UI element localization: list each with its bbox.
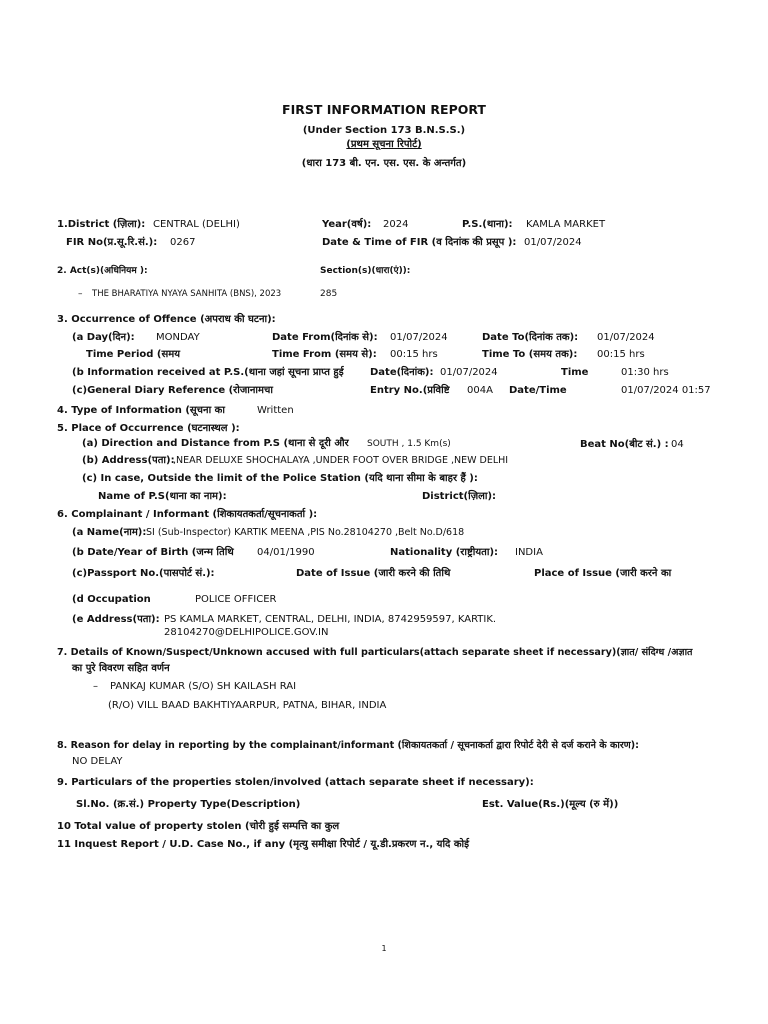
complainant-name-label: (a Name(नाम): <box>72 527 147 538</box>
address-label: (b) Address(पता): <box>82 455 175 466</box>
acts-label: 2. Act(s)(अधिनियम ): <box>57 266 148 276</box>
year-value: 2024 <box>383 219 409 230</box>
section-value: 285 <box>320 289 338 299</box>
info-received-label: (b Information received at P.S.(थाना जहां सूचना प्राप्त हुई <box>72 367 344 378</box>
properties-heading: 9. Particulars of the properties stolen/involved (attach separate sheet if necessary): <box>57 777 534 788</box>
act-value: THE BHARATIYA NYAYA SANHITA (BNS), 2023 <box>92 289 282 299</box>
complainant-name-value: SI (Sub-Inspector) KARTIK MEENA ,PIS No.28104270 ,Belt No.D/618 <box>146 527 465 538</box>
district-value: CENTRAL (DELHI) <box>153 219 240 230</box>
entry-no-value: 004A <box>467 385 493 396</box>
occupation-label: (d Occupation <box>72 594 151 605</box>
complainant-address-label: (e Address(पता): <box>72 614 160 625</box>
direction-value: SOUTH , 1.5 Km(s) <box>367 439 451 449</box>
info-date-label: Date(दिनांक): <box>370 367 434 378</box>
accused-heading: 7. Details of Known/Suspect/Unknown accused with full particulars(attach separate sheet if necessary)(ज्ञात/ संदिग्ध /अज्ञात <box>57 647 693 658</box>
report-title: FIRST INFORMATION REPORT <box>282 102 486 117</box>
report-hindi-subtitle: (धारा 173 बी. एन. एस. एस. के अन्तर्गत) <box>301 158 467 169</box>
ps-value: KAMLA MARKET <box>526 219 606 230</box>
date-from-value: 01/07/2024 <box>390 332 448 343</box>
nationality-label: Nationality (राष्ट्रीयता): <box>390 547 499 558</box>
complainant-heading: 6. Complainant / Informant (शिकायतकर्ता/सूचनाकर्ता ): <box>57 509 318 520</box>
delay-reason-heading: 8. Reason for delay in reporting by the complainant/informant (शिकायतकर्ता / सूचनाकर्ता द्वारा रिपोर्ट देरी से दर्ज कराने के कारण): <box>57 740 639 751</box>
property-columns: Sl.No. (क्र.सं.) Property Type(Description) <box>76 799 301 810</box>
complainant-address-line2: 28104270@DELHIPOLICE.GOV.IN <box>164 627 329 638</box>
entry-no-label: Entry No.(प्रविष्टि <box>370 385 450 396</box>
time-to-value: 00:15 hrs <box>597 349 645 360</box>
info-type-value: Written <box>257 405 294 416</box>
report-hindi-title: (प्रथम सूचना रिपोर्ट) <box>346 139 422 150</box>
info-time-label: Time <box>561 367 589 378</box>
date-to-label: Date To(दिनांक तक): <box>482 332 579 343</box>
fir-no-label: FIR No(प्र.सू.रि.सं.): <box>66 237 158 248</box>
address-value: ,NEAR DELUXE SHOCHALAYA ,UNDER FOOT OVER BRIDGE ,NEW DELHI <box>173 455 509 466</box>
act-bullet: – <box>78 289 83 299</box>
fir-datetime-label: Date & Time of FIR (व दिनांक की प्रसूप ): <box>322 237 517 248</box>
district-label: 1.District (ज़िला): <box>57 219 146 230</box>
dob-label: (b Date/Year of Birth (जन्म तिथि <box>72 547 234 558</box>
entry-datetime-label: Date/Time <box>509 385 567 396</box>
year-label: Year(वर्ष): <box>322 219 372 230</box>
direction-label: (a) Direction and Distance from P.S (थाना से दूरी और <box>82 438 349 449</box>
dob-value: 04/01/1990 <box>257 547 315 558</box>
fir-datetime-value: 01/07/2024 <box>524 237 582 248</box>
passport-label: (c)Passport No.(पासपोर्ट सं.): <box>72 568 215 579</box>
day-label: (a Day(दिन): <box>72 332 135 343</box>
sections-label: Section(s)(धारा(एं)): <box>320 266 411 276</box>
page-number: 1 <box>381 944 387 953</box>
inquest-report-label: 11 Inquest Report / U.D. Case No., if any (मृत्यु समीक्षा रिपोर्ट / यू.डी.प्रकरण न., यदि कोई <box>57 839 470 850</box>
outside-district-label: District(ज़िला): <box>422 491 497 502</box>
day-value: MONDAY <box>156 332 200 343</box>
time-period-label: Time Period (समय <box>86 349 181 360</box>
delay-reason-value: NO DELAY <box>72 756 123 767</box>
accused-address: (R/O) VILL BAAD BAKHTIYAARPUR, PATNA, BIHAR, INDIA <box>108 700 387 711</box>
info-time-value: 01:30 hrs <box>621 367 669 378</box>
place-heading: 5. Place of Occurrence (घटनास्थल ): <box>57 423 240 434</box>
ps-name-label: Name of P.S(थाना का नाम): <box>98 491 227 502</box>
total-value-label: 10 Total value of property stolen (चोरी हुई सम्पत्ति का कुल <box>57 821 340 832</box>
accused-bullet: – <box>93 681 98 692</box>
date-from-label: Date From(दिनांक से): <box>272 332 378 343</box>
beat-value: 04 <box>671 439 684 450</box>
time-from-label: Time From (समय से): <box>272 349 377 360</box>
issue-place-label: Place of Issue (जारी करने का <box>534 568 672 579</box>
complainant-address-line1: PS KAMLA MARKET, CENTRAL, DELHI, INDIA, 8742959597, KARTIK. <box>164 614 497 625</box>
issue-date-label: Date of Issue (जारी करने की तिथि <box>296 568 451 579</box>
accused-heading-cont: का पुरे विवरण सहित वर्णन <box>72 663 170 674</box>
fir-no-value: 0267 <box>170 237 196 248</box>
general-diary-label: (c)General Diary Reference (रोजानामचा <box>72 385 273 396</box>
time-to-label: Time To (समय तक): <box>482 349 578 360</box>
time-from-value: 00:15 hrs <box>390 349 438 360</box>
property-value-column: Est. Value(Rs.)(मूल्य (रु में)) <box>482 799 619 810</box>
nationality-value: INDIA <box>515 547 543 558</box>
occupation-value: POLICE OFFICER <box>195 594 277 605</box>
info-date-value: 01/07/2024 <box>440 367 498 378</box>
entry-datetime-value: 01/07/2024 01:57 <box>621 385 711 396</box>
occurrence-heading: 3. Occurrence of Offence (अपराध की घटना): <box>57 314 276 325</box>
date-to-value: 01/07/2024 <box>597 332 655 343</box>
accused-name: PANKAJ KUMAR (S/O) SH KAILASH RAI <box>110 681 297 692</box>
ps-label: P.S.(थाना): <box>462 219 513 230</box>
info-type-label: 4. Type of Information (सूचना का <box>57 405 225 416</box>
beat-label: Beat No(बीट सं.) : <box>580 439 669 450</box>
report-subtitle: (Under Section 173 B.N.S.S.) <box>302 125 466 136</box>
outside-limit-label: (c) In case, Outside the limit of the Police Station (यदि थाना सीमा के बाहर हैं ): <box>82 473 478 484</box>
